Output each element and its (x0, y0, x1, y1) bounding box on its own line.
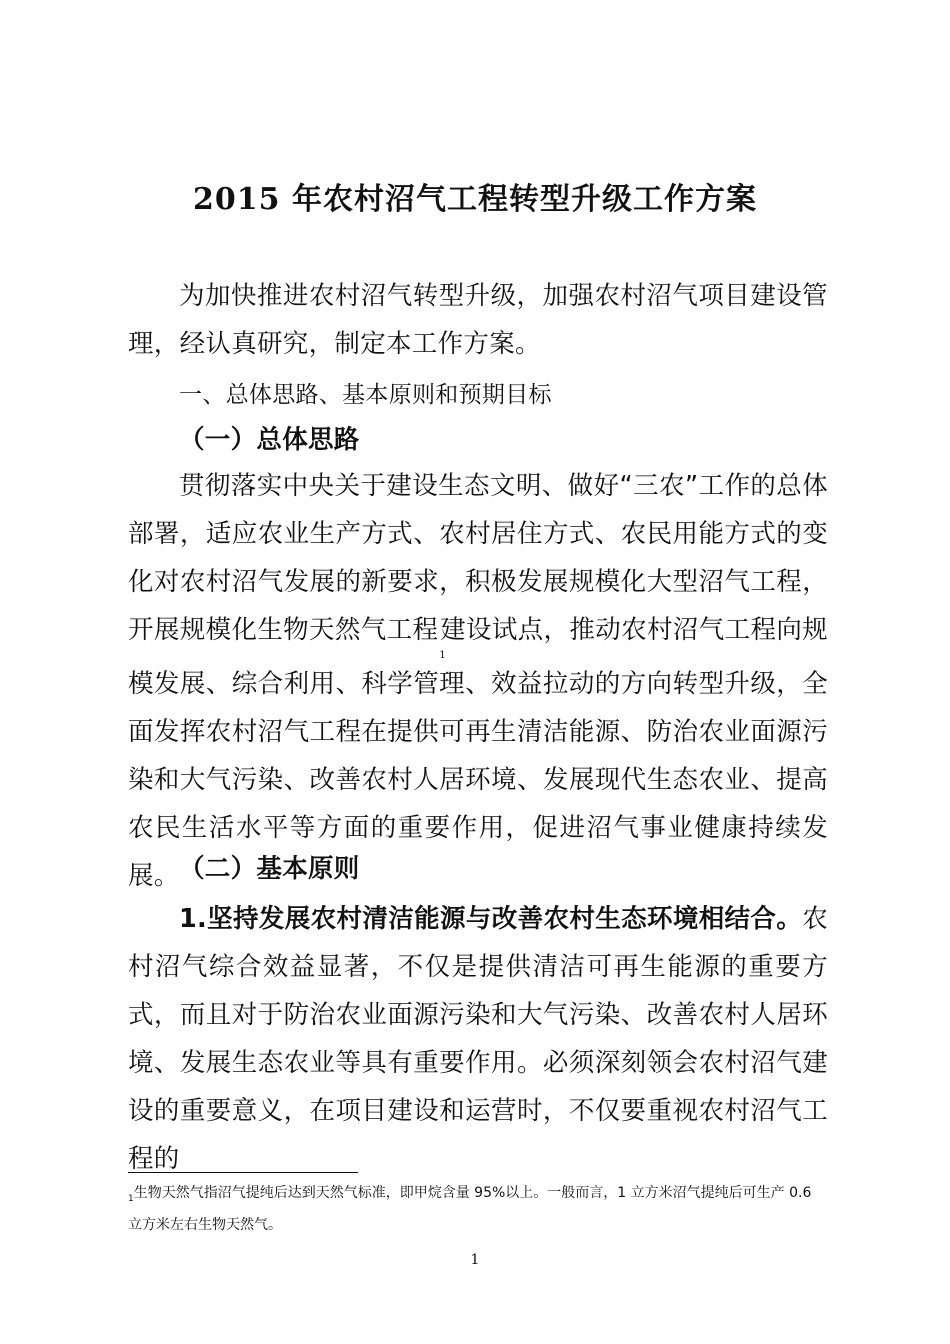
sub1-paragraph-part2: 建设试点，推动农村沼气工程向规模发展、综合利用、科学管理、效益拉动的方向转型升级，全面发挥农村沼气工程在提供可再生清洁能源、防治农业面源污染和大气污染、改善农村人居环境、发展现代生态农业、提高农民生活水平等方面的重要作用，促进沼气事业健康持续发展。 (128, 615, 828, 891)
principle1-text: 农村沼气综合效益显著，不仅是提供清洁可再生能源的重要方式，而且对于防治农业面源污染和大气污染、改善农村人居环境、发展生态农业等具有重要作用。必须深刻领会农村沼气建设的重要意义，在项目建设和运营时，不仅要重视农村沼气工程的 (128, 904, 828, 1174)
document-body (128, 272, 828, 368)
page-number: 1 (470, 1252, 480, 1268)
footnote-reference[interactable]: 1 (439, 650, 447, 661)
sub2-heading: （二）基本原则 (179, 854, 360, 884)
sub2-block (128, 847, 828, 891)
section1-block (128, 375, 828, 415)
footnote-mark: 1 (128, 1193, 134, 1204)
sub1-block (128, 418, 828, 462)
principle1-block (128, 895, 828, 1183)
footnote-text: 生物天然气指沼气提纯后达到天然气标准，即甲烷含量 95%以上。一般而言，1 立方米沼气提纯后可生产 0.6 立方米左右生物天然气。 (128, 1185, 812, 1233)
footnote (128, 1180, 818, 1238)
sub1-heading: （一）总体思路 (179, 425, 360, 455)
sub1-paragraph-part1: 贯彻落实中央关于建设生态文明、做好“三农”工作的总体部署，适应农业生产方式、农村居住方式、农民用能方式的变化对农村沼气发展的新要求，积极发展规模化大型沼气工程，开展规模化生物天然气工程 (128, 471, 828, 645)
principle1-paragraph (128, 895, 828, 1183)
document-title: 2015 年农村沼气工程转型升级工作方案 (193, 182, 757, 217)
principle1-lead: 1.坚持发展农村清洁能源与改善农村生态环境相结合。 (179, 904, 803, 934)
footnote-separator (128, 1172, 358, 1173)
sub1-paragraph-block (128, 462, 828, 900)
intro-paragraph: 为加快推进农村沼气转型升级，加强农村沼气项目建设管理，经认真研究，制定本工作方案。 (128, 281, 828, 359)
section1-heading: 一、总体思路、基本原则和预期目标 (179, 382, 552, 408)
sub1-paragraph (128, 462, 828, 900)
